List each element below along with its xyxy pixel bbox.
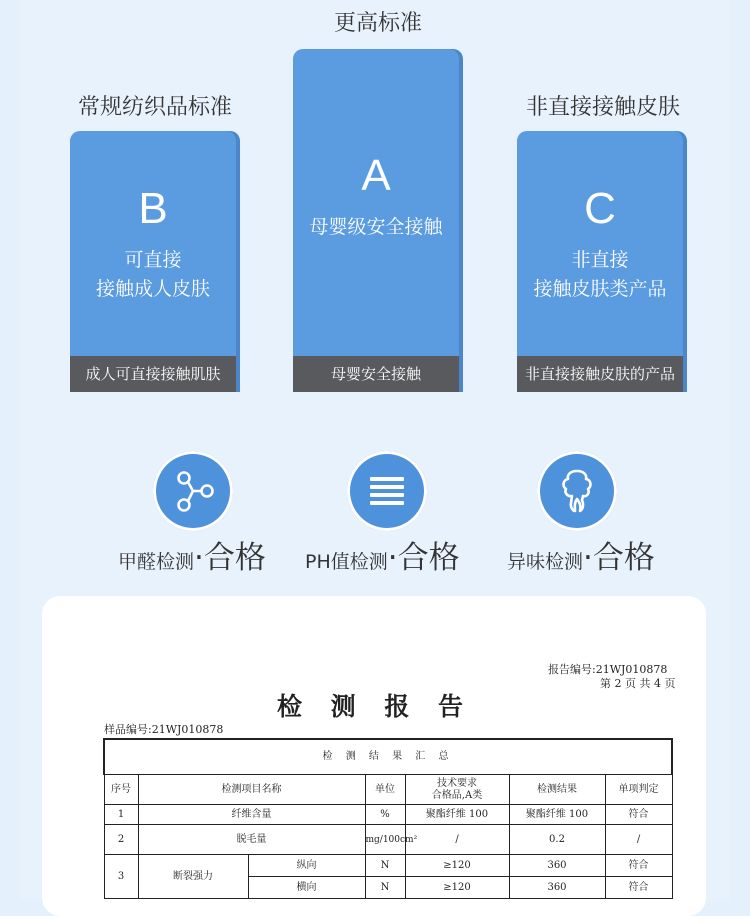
dot-separator: · <box>387 540 398 576</box>
table-caption: 检 测 结 果 汇 总 <box>104 739 672 775</box>
row3-direction-1: 纵向 <box>248 855 365 877</box>
tier-c-title: 非直接接触皮肤 <box>525 95 680 120</box>
formaldehyde-test-label <box>118 532 266 577</box>
tier-a-card <box>293 49 459 392</box>
row3-result-1: 360 <box>509 855 605 877</box>
header-item: 检测项目名称 <box>138 775 365 805</box>
tier-a-footer: 母婴安全接触 <box>293 356 459 392</box>
tier-b-card <box>70 131 236 392</box>
report-number: 报告编号:21WJ010878 <box>548 663 668 676</box>
tier-a-title: 更高标准 <box>333 11 422 36</box>
tier-b-letter: B <box>138 184 168 233</box>
row3-judgement-2: 符合 <box>605 877 672 899</box>
row3-requirement-2: ≥120 <box>405 877 509 899</box>
row3-no: 3 <box>104 855 138 899</box>
odor-test-name: 异味检测 <box>507 551 584 573</box>
formaldehyde-test-result: 合格 <box>203 540 266 576</box>
dot-separator: · <box>583 540 593 576</box>
formaldehyde-test-name: 甲醛检测 <box>118 551 195 573</box>
row1-item: 纤维含量 <box>138 805 365 825</box>
row3-item: 断裂强力 <box>138 855 248 899</box>
tier-c-card <box>517 131 683 392</box>
table-row <box>104 855 672 877</box>
results-table <box>103 738 673 899</box>
tier-b-desc-line2: 接触成人皮肤 <box>95 278 210 300</box>
row1-requirement: 聚酯纤维 100 <box>405 805 509 825</box>
table-header-row <box>104 775 672 805</box>
tier-a-letter: A <box>361 151 391 200</box>
tier-c-desc-line1: 非直接 <box>571 249 629 271</box>
row2-judgement: / <box>605 825 672 855</box>
report-page-number: 第 2 页 共 4 页 <box>600 677 676 690</box>
tier-b-title: 常规纺织品标准 <box>77 95 232 120</box>
ph-test-result: 合格 <box>397 540 460 576</box>
header-result: 检测结果 <box>509 775 605 805</box>
table-row <box>104 825 672 855</box>
row1-result: 聚酯纤维 100 <box>509 805 605 825</box>
table-row <box>104 805 672 825</box>
tier-c-letter: C <box>584 184 616 233</box>
odor-test-result: 合格 <box>592 540 655 576</box>
row2-item: 脱毛量 <box>138 825 365 855</box>
header-judgement: 单项判定 <box>605 775 672 805</box>
odor-test-label <box>507 532 655 577</box>
header-requirement <box>405 775 509 805</box>
header-unit: 单位 <box>365 775 405 805</box>
row3-requirement-1: ≥120 <box>405 855 509 877</box>
list-icon <box>347 451 427 531</box>
row1-unit: % <box>365 805 405 825</box>
molecule-icon <box>153 451 233 531</box>
header-requirement-line2: 合格品,A类 <box>431 789 483 801</box>
header-requirement-line1: 技术要求 <box>437 777 477 789</box>
ph-test-label <box>305 532 460 577</box>
row2-requirement: / <box>405 825 509 855</box>
row3-result-2: 360 <box>509 877 605 899</box>
row3-judgement-1: 符合 <box>605 855 672 877</box>
tier-a-desc: 母婴级安全接触 <box>309 216 443 238</box>
row1-judgement: 符合 <box>605 805 672 825</box>
row2-unit: mg/100cm² <box>365 825 405 855</box>
tier-c-desc-line2: 接触皮肤类产品 <box>533 278 667 300</box>
ph-test-name: PH值检测 <box>305 551 388 573</box>
header-no: 序号 <box>104 775 138 805</box>
row3-direction-2: 横向 <box>248 877 365 899</box>
tier-b-desc-line1: 可直接 <box>124 249 182 271</box>
dot-separator: · <box>194 540 204 576</box>
row1-no: 1 <box>104 805 138 825</box>
tier-b-footer: 成人可直接接触肌肤 <box>70 356 236 392</box>
odor-icon <box>537 451 617 531</box>
row3-unit-1: N <box>365 855 405 877</box>
row2-result: 0.2 <box>509 825 605 855</box>
report-title: 检 测 报 告 <box>276 692 474 721</box>
row2-no: 2 <box>104 825 138 855</box>
sample-number: 样品编号:21WJ010878 <box>104 723 224 736</box>
row3-unit-2: N <box>365 877 405 899</box>
tier-c-footer: 非直接接触皮肤的产品 <box>517 356 683 392</box>
